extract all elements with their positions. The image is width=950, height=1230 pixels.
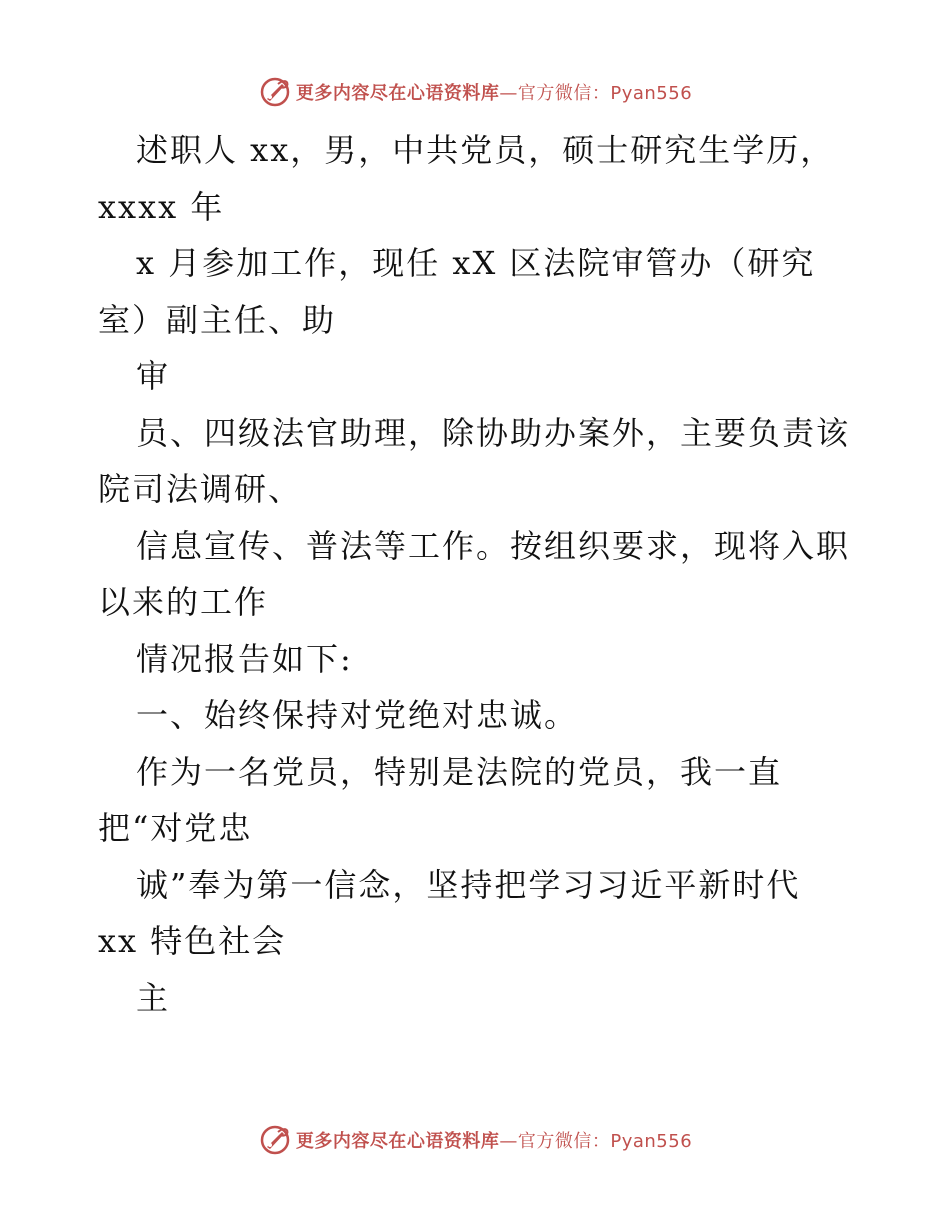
text-line: 审 [136,357,171,395]
document-body [98,122,878,1026]
banner-separator: — [499,83,518,104]
banner-text [296,1127,692,1153]
text-line: xx 特色社会 [98,922,287,960]
quill-pen-logo-icon [258,75,292,109]
footer-banner [0,1120,950,1160]
text-line: 以来的工作 [98,583,269,621]
text-line: 诚”奉为第一信念，坚持把学习习近平新时代 [136,865,801,904]
banner-wechat-text: 官方微信：Pyan556 [517,83,693,104]
text-line: 主 [136,978,171,1017]
text-line: 情况报告如下: [136,639,353,678]
text-line: 员、四级法官助理，除协助办案外，主要负责该 [136,413,851,452]
text-line: x 月参加工作，现任 xX 区法院审管办（研究 [136,244,816,282]
header-banner [0,72,950,112]
banner-text [296,79,692,105]
text-line: 信息宣传、普法等工作。按组织要求，现将入职 [136,526,851,565]
banner-wechat-text: 官方微信：Pyan556 [517,1131,693,1152]
text-line: 述职人 xx，男，中共党员，硕士研究生学历， [136,131,835,169]
quill-pen-logo-icon [258,1123,292,1157]
text-line: 把“对党忠 [98,809,253,847]
section-heading: 一、始终保持对党绝对忠诚。 [136,696,579,734]
banner-site-text: 更多内容尽在心语资料库 [295,1131,500,1152]
text-line: 室）副主任、助 [98,300,337,339]
text-line: 院司法调研、 [98,470,303,508]
banner-separator: — [499,1131,518,1152]
text-line: xxxx 年 [98,187,225,226]
banner-site-text: 更多内容尽在心语资料库 [295,83,500,104]
text-line: 作为一名党员，特别是法院的党员，我一直 [136,752,783,791]
